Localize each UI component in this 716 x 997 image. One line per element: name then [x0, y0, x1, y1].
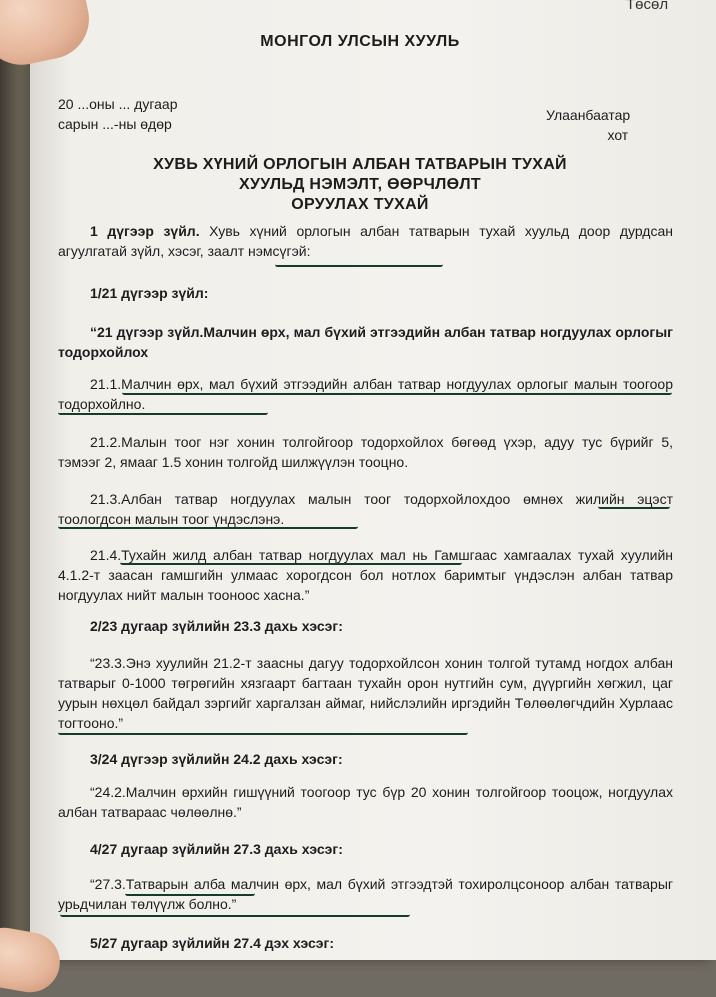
section-2-23: 2/23 дугаар зүйлийн 23.3 дахь хэсэг:: [90, 618, 343, 634]
section-5-27: 5/27 дугаар зүйлийн 27.4 дэх хэсэг:: [90, 935, 335, 951]
article-1-lead: 1 дүгээр зүйл.: [90, 223, 200, 239]
pen-underline: [58, 410, 268, 415]
paragraph-21-2: 21.2.Малын тоог нэг хонин толгойгоор тодорхойлох бөгөөд үхэр, адуу тус бүрийг 5, тэмээг 2, ямааг 1.5 хонин толгойд шилжүүлэн тооцно.: [58, 434, 673, 470]
paragraph-21-1: 21.1.Малчин өрх, мал бүхий этгээдийн албан татвар ногдуулах орлогыг малын тоогоор тодорхойлно.: [58, 376, 673, 412]
place-city-suffix: хот: [607, 127, 629, 143]
pen-underline: [60, 912, 410, 917]
heading-line-1: ХУВЬ ХҮНИЙ ОРЛОГЫН АЛБАН ТАТВАРЫН ТУХАЙ: [153, 156, 567, 173]
pen-underline: [120, 560, 462, 565]
pen-underline: [598, 504, 670, 509]
pen-underline: [125, 891, 255, 896]
section-3-24: 3/24 дүгээр зүйлийн 24.2 дахь хэсэг:: [90, 751, 343, 767]
place-city: Улаанбаатар: [546, 107, 631, 123]
date-line-2: сарын ...-ны өдөр: [58, 116, 172, 132]
pen-underline: [122, 390, 672, 395]
section-4-27: 4/27 дугаар зүйлийн 27.3 дахь хэсэг:: [90, 841, 343, 857]
article-1-paragraph: [58, 221, 673, 261]
article-1-text: Хувь хүний орлогын албан татварын тухай хуульд доор дурдсан агуулгатай зүйл, хэсэг, заалт нэмсүгэй:: [58, 223, 673, 259]
law-title: МОНГОЛ УЛСЫН ХУУЛЬ: [260, 33, 460, 50]
pen-underline: [275, 262, 443, 267]
paragraph-23-3: “23.3.Энэ хуулийн 21.2-т заасны дагуу тодорхойлсон хонин толгой тутамд ногдох албан татварыг 0-1000 төгрөгийн хязгаарт багтаан тухайн орон нутгийн сум, дүүргийн хөгжил, цаг уурын нөхцөл байдал зэргийг харгалзан аймаг, нийслэлийн иргэдийн Төлөөлөгчдийн Хурлаас тогтооно.”: [58, 655, 673, 731]
paragraph-21-4: 21.4.Тухайн жилд албан татвар ногдуулах мал нь Гамшгаас хамгаалах тухай хуулийн 4.1.2-т заасан гамшгийн улмаас хорогдсон бол нотлох баримтыг үндэслэн албан татвар ногдуулах нийт малын тооноос хасна.”: [58, 547, 673, 603]
date-line-1: 20 ...оны ... дугаар: [58, 96, 178, 112]
document-heading: [30, 155, 690, 215]
pen-underline: [58, 524, 358, 529]
article-21-title: “21 дүгээр зүйл.Малчин өрх, мал бүхий этгээдийн албан татвар ногдуулах орлогыг тодорхойлох: [58, 324, 673, 360]
heading-line-3: ОРУУЛАХ ТУХАЙ: [291, 196, 429, 213]
draft-label: Төсөл: [626, 0, 669, 13]
section-1-21: 1/21 дүгээр зүйл:: [90, 285, 209, 301]
paragraph-24-2: “24.2.Малчин өрхийн гишүүний тоогоор тус бүр 20 хонин толгойгоор тооцож, ногдуулах албан татвараас чөлөөлнө.”: [58, 784, 673, 820]
document-page: [30, 0, 716, 960]
date-block: [58, 94, 178, 134]
pen-underline: [58, 730, 468, 735]
paragraph-21-3: 21.3.Албан татвар ногдуулах малын тоог тодорхойлохдоо өмнөх жилийн эцэст тоологдсон малын тоог үндэслэнэ.: [58, 491, 673, 527]
place-block: [546, 105, 630, 145]
paragraph-27-3: “27.3.Татварын алба малчин өрх, мал бүхий этгээдтэй тохиролцсоноор албан татварыг урьдчилан төлүүлж болно.”: [58, 876, 673, 912]
heading-line-2: ХУУЛЬД НЭМЭЛТ, ӨӨРЧЛӨЛТ: [238, 176, 482, 193]
